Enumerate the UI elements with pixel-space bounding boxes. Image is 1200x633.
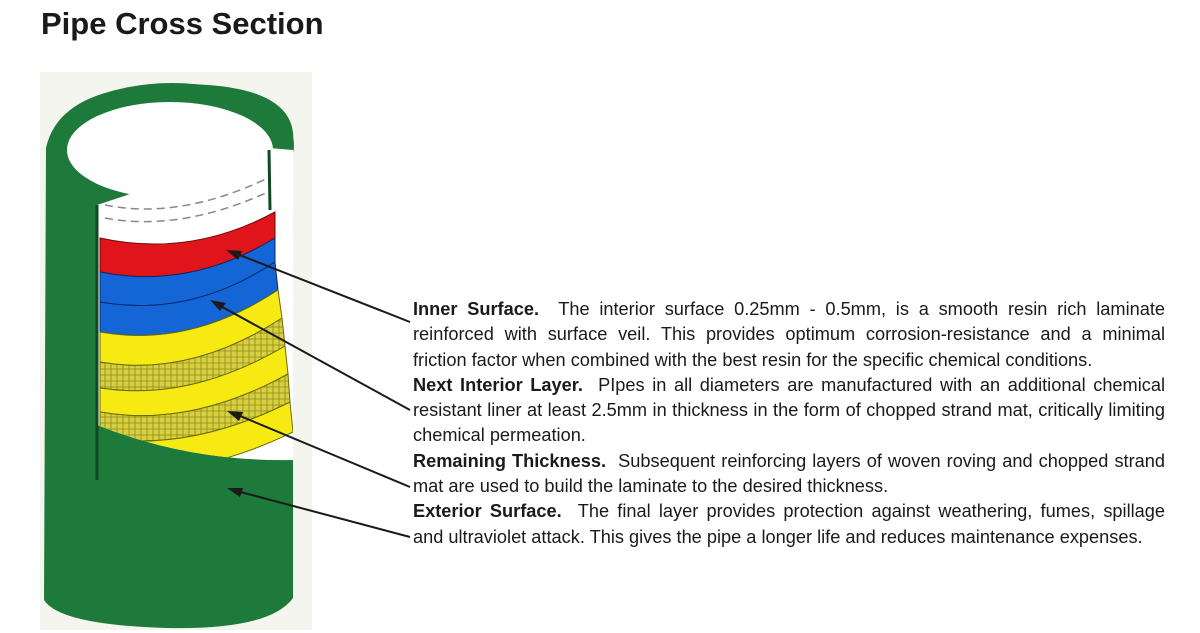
exterior-surface-heading: Exterior Surface.	[413, 501, 562, 522]
remaining-thickness-description	[413, 449, 1165, 500]
page-title: Pipe Cross Section	[41, 6, 324, 41]
remaining-thickness-text: Subsequent reinforcing layers of woven roving and chopped strand mat are used to build the laminate to the desired thickness.	[413, 450, 1165, 497]
cut-edge-right	[269, 150, 270, 210]
layer-descriptions	[413, 297, 1165, 550]
exterior-surface-text: The final layer provides protection against weathering, fumes, spillage and ultraviolet attack. This gives the pipe a longer life and reduces maintenance expenses.	[413, 501, 1165, 547]
inner-surface-text: The interior surface 0.25mm - 0.5mm, is a smooth resin rich laminate reinforced with surface veil. This provides optimum corrosion-resistance and a minimal friction factor when combined with the best resin for the specific chemical conditions.	[413, 299, 1166, 370]
exterior-surface-description	[413, 499, 1165, 550]
inner-surface-description	[413, 297, 1165, 373]
inner-surface-heading: Inner Surface.	[413, 299, 540, 319]
next-interior-heading: Next Interior Layer.	[413, 374, 583, 395]
next-interior-description	[413, 373, 1165, 449]
remaining-thickness-heading: Remaining Thickness.	[413, 450, 607, 471]
next-interior-text: PIpes in all diameters are manufactured with an additional chemical resistant liner at least 2.5mm in thickness in the form of chopped strand mat, critically limiting chemical permeation.	[413, 374, 1165, 446]
